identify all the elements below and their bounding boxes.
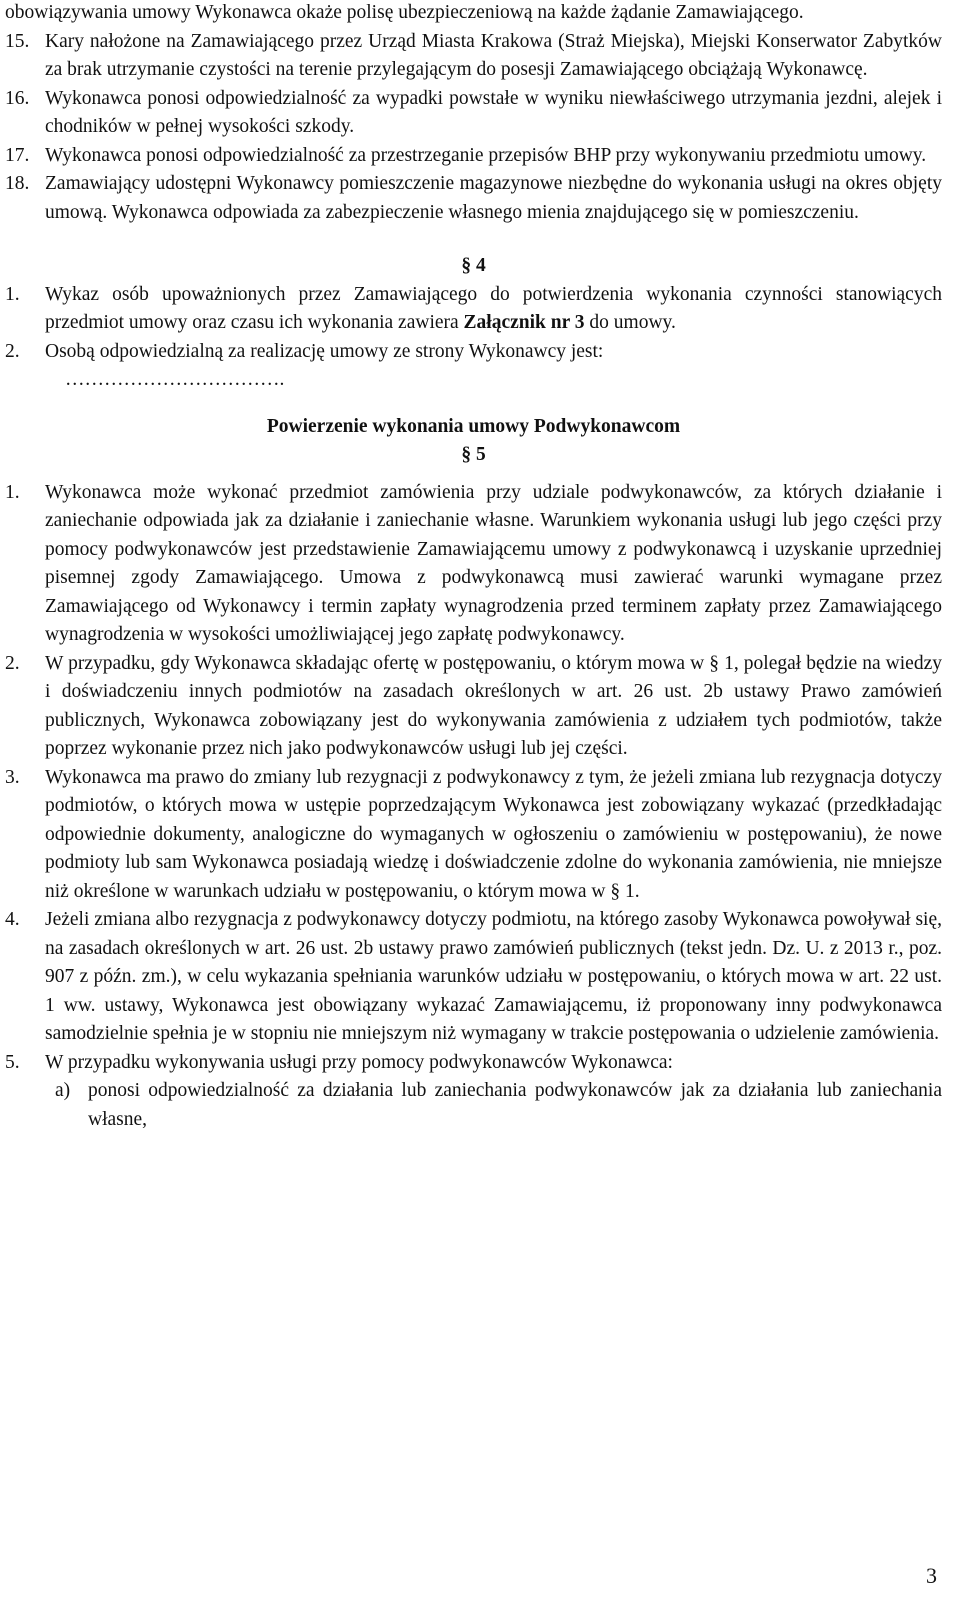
clause-text: Wykonawca może wykonać przedmiot zamówienia przy udziale podwykonawców, za których działanie i zaniechanie odpowiada jak za działanie i zaniechanie własne. Warunkiem wykonania usługi lub jego części przy pomocy podwykonawców jest przedstawienie Zamawiającemu umowy z podwykonawcą i uzyskanie uprzedniej pisemnej zgody Zamawiającego. Umowa z podwykonawcą musi zawierać warunki wymagane przez Zamawiającego od Wykonawcy i termin zapłaty wynagrodzenia przed terminem zapłaty przez Zamawiającego wynagrodzenia w wysokości umożliwiającej jego zapłatę podwykonawcy. — [45, 481, 942, 645]
clause-number: 15. — [5, 30, 30, 52]
spacer — [5, 470, 942, 479]
clause-18 — [5, 170, 942, 227]
clause-text: Wykonawca ponosi odpowiedzialność za wypadki powstałe w wyniku niewłaściwego utrzymania jezdni, alejek i chodników w pełnej wysokości szkody. — [45, 87, 942, 137]
section-5-clause-4 — [5, 906, 942, 1049]
section-5-clause-5 — [5, 1049, 942, 1078]
clause-number: 16. — [5, 87, 30, 109]
page-number: 3 — [926, 1563, 937, 1588]
section-4-heading: § 4 — [461, 255, 486, 276]
clause-number: 1. — [5, 283, 20, 305]
clause-15 — [5, 28, 942, 85]
clause-16 — [5, 85, 942, 142]
clause-17 — [5, 142, 942, 171]
carry-over-paragraph: obowiązywania umowy Wykonawca okaże polisę ubezpieczeniową na każde żądanie Zamawiającego. — [5, 2, 804, 23]
clause-number: 3. — [5, 766, 20, 788]
clause-text: Wykonawca ponosi odpowiedzialność za przestrzeganie przepisów BHP przy wykonywaniu przedmiotu umowy. — [45, 144, 927, 166]
clause-text — [45, 281, 942, 338]
clause-text: W przypadku, gdy Wykonawca składając ofertę w postępowaniu, o którym mowa w § 1, polegał będzie na wiedzy i doświadczeniu innych podmiotów na zasadach określonych w art. 26 ust. 2b ustawy Prawo zamówień publicznych, Wykonawca zobowiązany jest do wykonywania zamówienia z udziałem tych podmiotów, także poprzez wykonanie przez nich jako podwykonawców usługi lub jej części. — [45, 652, 942, 759]
clause-number: 4. — [5, 909, 20, 930]
clause-number: 2. — [5, 652, 20, 674]
section-5-subclause-a — [55, 1077, 942, 1134]
section-5-heading: § 5 — [461, 444, 486, 465]
subclause-text: ponosi odpowiedzialność za działania lub zaniechania podwykonawców jak za działania lub zaniechania własne, — [88, 1080, 942, 1130]
clause-number: 17. — [5, 144, 30, 166]
section-5-clause-2 — [5, 650, 942, 764]
clause-number: 5. — [5, 1051, 20, 1073]
section-4-clause-2 — [5, 338, 942, 367]
spacer — [5, 395, 942, 413]
clause-text: W przypadku wykonywania usługi przy pomocy podwykonawców Wykonawca: — [45, 1051, 673, 1073]
clause-text: Zamawiający udostępni Wykonawcy pomieszczenie magazynowe niezbędne do wykonania usługi na okres objęty umową. Wykonawca odpowiada za zabezpieczenie własnego mienia znajdującego się w pomieszczeniu. — [45, 173, 942, 223]
clause-text-after: do umowy. — [584, 312, 676, 333]
document-page — [5, 0, 942, 1134]
section-5-clause-3 — [5, 764, 942, 907]
section-5-clause-1 — [5, 479, 942, 650]
attachment-reference: Załącznik nr 3 — [463, 312, 585, 333]
clause-number: 1. — [5, 481, 20, 503]
subclause-letter: a) — [55, 1080, 71, 1101]
clause-text: Kary nałożone na Zamawiającego przez Urząd Miasta Krakowa (Straż Miejska), Miejski Konserwator Zabytków za brak utrzymanie czystości na terenie przylegającym do posesji Zamawiającego obciążają Wykonawcę. — [45, 30, 942, 80]
clause-number: 18. — [5, 173, 30, 194]
section-5-title: Powierzenie wykonania umowy Podwykonawcom — [266, 415, 681, 437]
clause-number: 2. — [5, 340, 20, 362]
clause-text-before: Wykaz osób upoważnionych przez Zamawiającego do potwierdzenia wykonania czynności stanowiących przedmiot umowy oraz czasu ich wykonania zawiera — [45, 283, 942, 333]
clause-text: Osobą odpowiedzialną za realizację umowy ze strony Wykonawcy jest: — [45, 340, 604, 362]
spacer — [5, 227, 942, 252]
fill-in-dots: ……………………………. — [65, 369, 285, 390]
clause-text: Jeżeli zmiana albo rezygnacja z podwykonawcy dotyczy podmiotu, na którego zasoby Wykonawca powoływał się, na zasadach określonych w art. 26 ust. 2b ustawy prawo zamówień publicznych (tekst jedn. Dz. U. z 2013 r., poz. 907 z późn. zm.), w celu wykazania spełniania warunków udziału w postępowaniu, o których mowa w art. 22 ust. 1 ww. ustawy, Wykonawca jest obowiązany wykazać Zamawiającemu, iż proponowany inny podwykonawca samodzielnie spełnia je w stopniu nie mniejszym niż wymagany w trakcie postępowania o udzielenie zamówienia. — [45, 909, 942, 1044]
clause-text: Wykonawca ma prawo do zmiany lub rezygnacji z podwykonawcy z tym, że jeżeli zmiana lub rezygnacja dotyczy podmiotów, o których mowa w ustępie poprzedzającym Wykonawca jest zobowiązany wykazać (przedkładając odpowiednie dokumenty, analogiczne do wymaganych w ogłoszeniu o zamówieniu w postępowaniu), że nowe podmioty lub sam Wykonawca posiadają wiedzę i doświadczenie zdolne do wykonania zamówienia, nie mniejsze niż określone w warunkach udziału w postępowaniu, o którym mowa w § 1. — [45, 766, 942, 902]
section-4-clause-1 — [5, 281, 942, 338]
